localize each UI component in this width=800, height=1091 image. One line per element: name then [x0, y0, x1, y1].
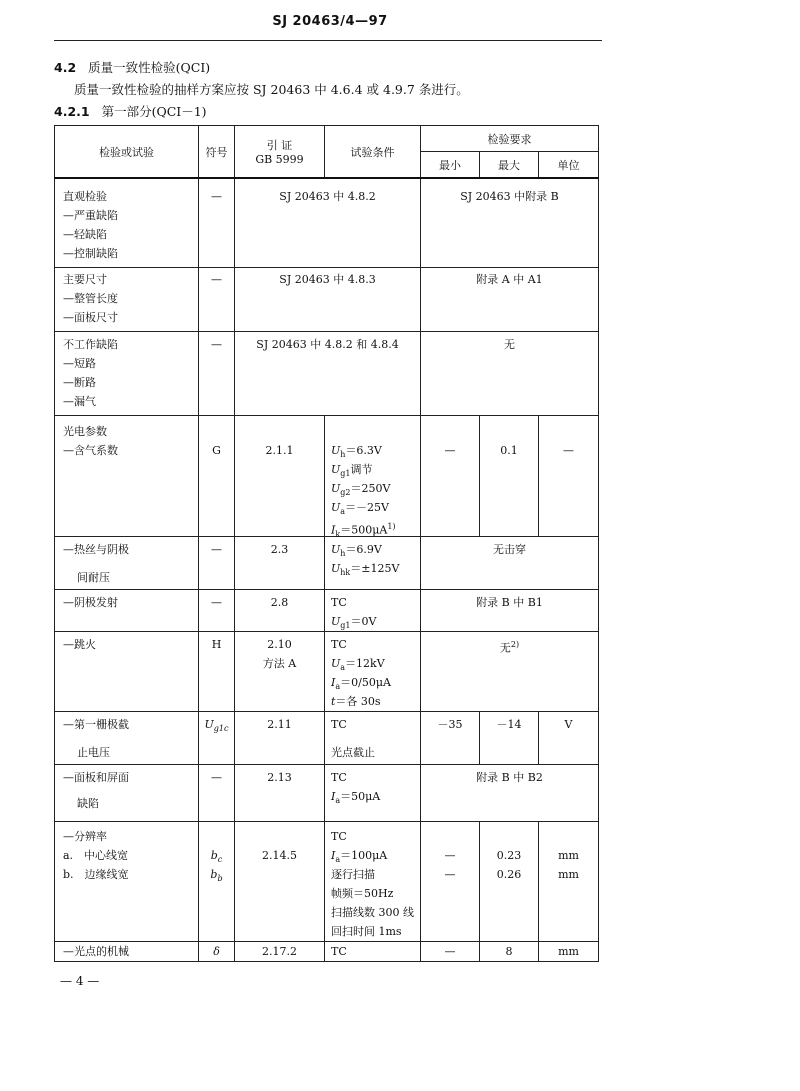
- row-reference: 2.11: [235, 712, 325, 765]
- row-item: [55, 332, 199, 416]
- row-symbol: $U_{g1c}$: [199, 712, 235, 765]
- row-reference: 2.13: [235, 765, 325, 822]
- row-item: [55, 765, 199, 822]
- header-requirements: 检验要求: [421, 126, 599, 152]
- row-conditions: [325, 765, 421, 822]
- condition-line: 逐行扫描: [331, 868, 375, 881]
- table-row: [55, 632, 599, 712]
- table-row: [55, 537, 599, 590]
- header-reference-line1: 引 证: [266, 139, 293, 152]
- condition-line: TC: [331, 596, 347, 609]
- row-reference: SJ 20463 中 4.8.3: [235, 268, 421, 332]
- item-line: —阴极发射: [63, 596, 118, 609]
- row-min: —: [421, 416, 480, 537]
- row-conditions: TC 光点截止: [325, 712, 421, 765]
- condition-line: $U_a=-25V$: [331, 501, 390, 517]
- condition-line: $U_h=6.3V$: [331, 444, 382, 460]
- row-item: [55, 178, 199, 268]
- item-line: 间耐压: [77, 571, 110, 584]
- table-row: [55, 268, 599, 332]
- subsection-title: 第一部分(QCI－1): [101, 104, 207, 119]
- item-line: a. 中心线宽: [63, 849, 129, 862]
- item-line: —热丝与阴极: [63, 543, 129, 556]
- section-paragraph: 质量一致性检验的抽样方案应按 SJ 20463 中 4.6.4 或 4.9.7 条进行。: [74, 82, 469, 97]
- item-line: 止电压: [77, 746, 110, 759]
- item-line: 缺陷: [77, 797, 99, 810]
- section-title: 质量一致性检验(QCI): [88, 60, 211, 75]
- row-item: [55, 712, 199, 765]
- condition-line: TC: [331, 830, 347, 843]
- table-row: [55, 178, 599, 268]
- row-conditions: [325, 537, 421, 590]
- row-requirement: SJ 20463 中附录 B: [421, 178, 599, 268]
- row-conditions: [325, 822, 421, 942]
- header-reference: [235, 126, 325, 179]
- row-reference: 2.3: [235, 537, 325, 590]
- header-max: 最大: [480, 152, 539, 179]
- row-item: [55, 822, 199, 942]
- section-number: 4.2: [54, 60, 77, 75]
- row-symbol: H: [199, 632, 235, 712]
- item-line: 直观检验: [63, 190, 107, 203]
- header-min: 最小: [421, 152, 480, 179]
- item-line: —第一栅极截: [63, 718, 129, 731]
- row-reference: 2.17.2: [235, 942, 325, 962]
- row-min: — —: [421, 822, 480, 942]
- row-max: 0.1: [480, 416, 539, 537]
- row-min: －35: [421, 712, 480, 765]
- row-unit: —: [539, 416, 599, 537]
- table-row: [55, 765, 599, 822]
- table-row: [55, 416, 599, 537]
- header-unit: 单位: [539, 152, 599, 179]
- item-line: —控制缺陷: [63, 247, 118, 260]
- row-reference: 2.10 方法 A: [235, 632, 325, 712]
- condition-line: $U_h=6.9V$: [331, 543, 382, 559]
- table-row: [55, 332, 599, 416]
- item-line: b. 边缘线宽: [63, 868, 129, 881]
- condition-line: t＝各 30s: [331, 695, 381, 708]
- condition-line: $U_{g1}$调节: [331, 463, 373, 479]
- row-item: [55, 268, 199, 332]
- item-line: —短路: [63, 357, 96, 370]
- row-max: 0.23 0.26: [480, 822, 539, 942]
- condition-line: 扫描线数 300 线: [331, 906, 414, 919]
- item-line: —面板和屏面: [63, 771, 129, 784]
- requirement-text: 无: [499, 641, 511, 655]
- row-requirement: [421, 632, 599, 712]
- table-row: [55, 712, 599, 765]
- header-conditions: 试验条件: [325, 126, 421, 179]
- row-unit: mm mm: [539, 822, 599, 942]
- row-max: －14: [480, 712, 539, 765]
- row-symbol: —: [199, 537, 235, 590]
- row-item: [55, 942, 199, 962]
- row-reference: SJ 20463 中 4.8.2 和 4.8.4: [235, 332, 421, 416]
- item-line: —光点的机械: [63, 945, 129, 958]
- item-line: —断路: [63, 376, 96, 389]
- condition-line: $U_a=12kV$: [331, 657, 385, 673]
- table-row: [55, 942, 599, 962]
- row-max: 8: [480, 942, 539, 962]
- row-reference: 2.8: [235, 590, 325, 632]
- table-row: [55, 822, 599, 942]
- condition-line: $I_a=100\mu A$: [331, 849, 388, 865]
- row-symbol: —: [199, 590, 235, 632]
- footnote-mark: 2): [510, 640, 520, 649]
- item-line: —轻缺陷: [63, 228, 107, 241]
- row-item: [55, 416, 199, 537]
- row-requirement: 附录 B 中 B1: [421, 590, 599, 632]
- item-line: —面板尺寸: [63, 311, 118, 324]
- row-conditions: TC: [325, 942, 421, 962]
- condition-line: $U_{hk}=\pm 125V$: [331, 562, 400, 578]
- item-line: —分辨率: [63, 830, 107, 843]
- condition-line: $I_a=50\mu A$: [331, 790, 381, 806]
- row-requirement: 无击穿: [421, 537, 599, 590]
- item-line: —整管长度: [63, 292, 118, 305]
- row-item: [55, 632, 199, 712]
- table-row: [55, 590, 599, 632]
- document-code: SJ 20463/4—97: [272, 14, 388, 29]
- subsection-heading: [54, 102, 207, 120]
- condition-line: 帧频＝50Hz: [331, 887, 394, 900]
- item-line: —含气系数: [63, 444, 118, 457]
- item-line: 不工作缺陷: [63, 338, 118, 351]
- header-rule: [54, 40, 602, 41]
- row-conditions: [325, 632, 421, 712]
- row-requirement: 附录 B 中 B2: [421, 765, 599, 822]
- row-symbol: δ: [199, 942, 235, 962]
- condition-line: TC: [331, 771, 347, 784]
- item-line: —严重缺陷: [63, 209, 118, 222]
- row-symbol: $b_c$ $b_b$: [199, 822, 235, 942]
- header-reference-line2: GB 5999: [255, 153, 304, 166]
- section-heading: [54, 58, 210, 76]
- row-symbol: —: [199, 268, 235, 332]
- condition-line: $U_{g2}=250V$: [331, 482, 391, 498]
- condition-line: $I_a=0/50\mu A$: [331, 676, 391, 692]
- subsection-number: 4.2.1: [54, 104, 90, 119]
- row-symbol: —: [199, 332, 235, 416]
- qci-table: [54, 125, 599, 962]
- header-item: 检验或试验: [55, 126, 199, 179]
- header-symbol: 符号: [199, 126, 235, 179]
- condition-line: 回扫时间 1ms: [331, 925, 402, 938]
- item-line: —跳火: [63, 638, 96, 651]
- condition-line: TC: [331, 638, 347, 651]
- row-symbol: —: [199, 765, 235, 822]
- page-number: — 4 —: [60, 974, 100, 988]
- condition-line: $I_k=500\mu A^{1)}$: [331, 522, 396, 539]
- row-item: [55, 590, 199, 632]
- row-reference: SJ 20463 中 4.8.2: [235, 178, 421, 268]
- row-symbol: —: [199, 178, 235, 268]
- item-line: —漏气: [63, 395, 96, 408]
- row-conditions: [325, 590, 421, 632]
- row-symbol: G: [199, 416, 235, 537]
- item-line: 主要尺寸: [63, 273, 107, 286]
- row-reference: 2.1.1: [235, 416, 325, 537]
- row-min: —: [421, 942, 480, 962]
- row-unit: mm: [539, 942, 599, 962]
- item-line: 光电参数: [63, 425, 107, 438]
- condition-line: $U_{g1}=0V$: [331, 615, 377, 631]
- row-requirement: 无: [421, 332, 599, 416]
- row-item: [55, 537, 199, 590]
- row-unit: V: [539, 712, 599, 765]
- row-requirement: 附录 A 中 A1: [421, 268, 599, 332]
- row-conditions: [325, 416, 421, 537]
- row-reference: 2.14.5: [235, 822, 325, 942]
